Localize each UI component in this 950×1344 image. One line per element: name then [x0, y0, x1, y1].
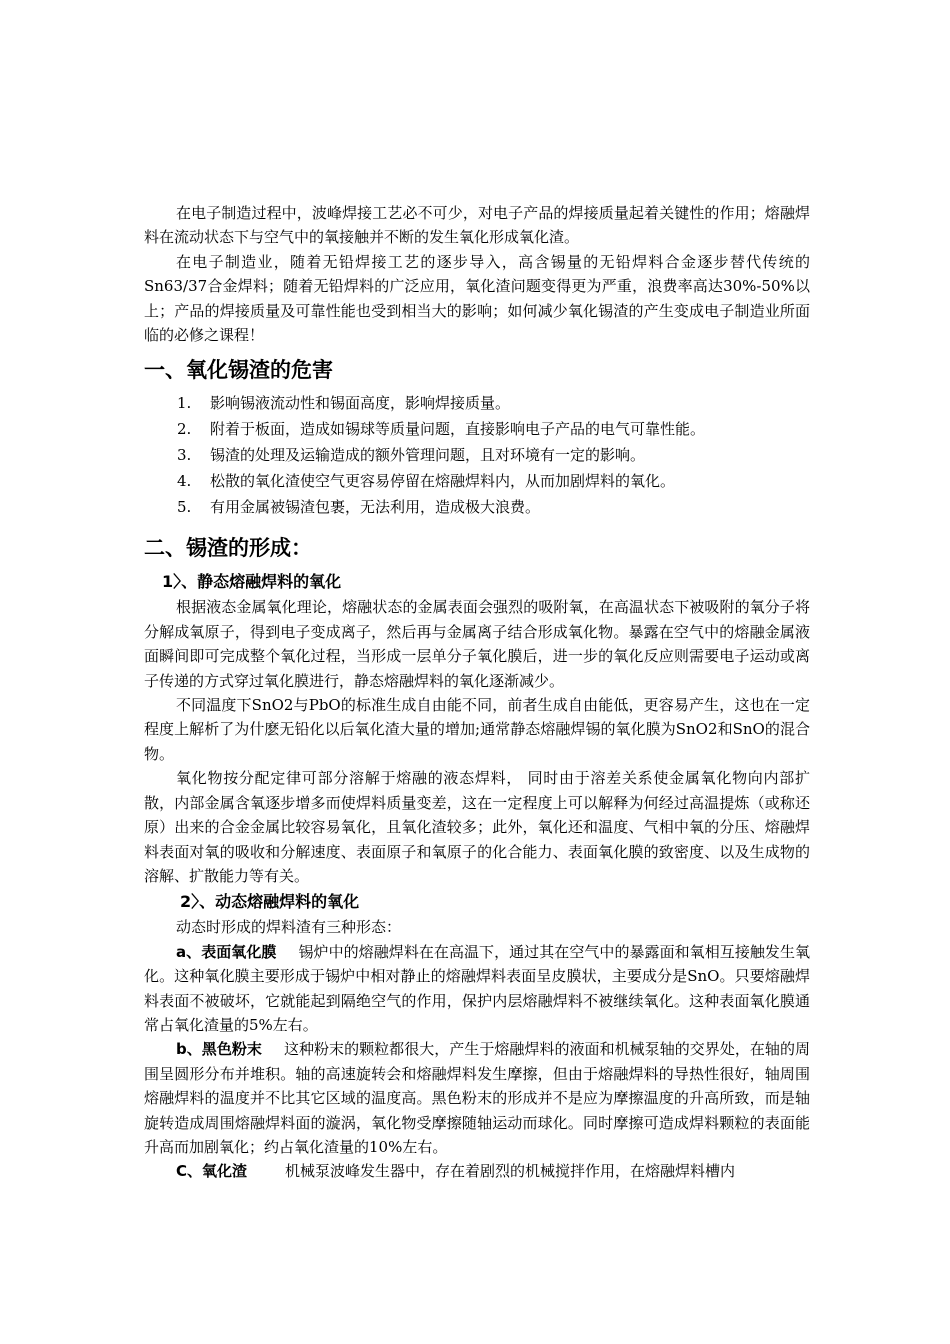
- list-item: 3. 锡渣的处理及运输造成的额外管理问题，且对环境有一定的影响。: [177, 446, 646, 465]
- hazard-list: [144, 390, 810, 520]
- form-c-text: 机械泵波峰发生器中，存在着剧烈的机械搅拌作用，在熔融焊料槽内: [285, 1162, 736, 1181]
- subsection-1-heading: 1〉、静态熔融焊料的氧化: [162, 572, 342, 592]
- form-c-paragraph: [144, 1159, 810, 1183]
- static-oxidation-paragraph-2: 不同温度下SnO2与PbO的标准生成自由能不同，前者生成自由能低，更容易产生，这也在一定程度上解析了为什麽无铅化以后氧化渣大量的增加;通常静态熔融焊锡的氧化膜为SnO2和SnO的混合物。: [144, 696, 810, 763]
- subsection-2-heading: 2〉、动态熔融焊料的氧化: [180, 892, 360, 912]
- static-oxidation-paragraph-3: 氧化物按分配定律可部分溶解于熔融的液态焊料， 同时由于溶差关系使金属氧化物向内部扩散，内部金属含氧逐步增多而使焊料质量变差，这在一定程度上可以解释为何经过高温提炼（或称还原）出来的合金金属比较容易氧化，且氧化渣较多；此外，氧化还和温度、气相中氧的分压、熔融焊料表面对氧的吸收和分解速度、表面原子和氧原子的化合能力、表面氧化膜的致密度、以及生成物的溶解、扩散能力等有关。: [144, 769, 810, 885]
- form-b-paragraph: [144, 1037, 810, 1159]
- list-item: 4. 松散的氧化渣使空气更容易停留在熔融焊料内，从而加剧焊料的氧化。: [177, 472, 676, 491]
- dynamic-oxidation-lead: 动态时形成的焊料渣有三种形态：: [176, 918, 402, 937]
- list-item: 5. 有用金属被锡渣包裹，无法利用，造成极大浪费。: [177, 498, 541, 517]
- form-c-term: C、氧化渣: [176, 1162, 248, 1181]
- form-a-paragraph: [144, 940, 810, 1038]
- list-item: 1. 影响锡液流动性和锡面高度，影响焊接质量。: [177, 394, 511, 413]
- list-item: 2. 附着于板面，造成如锡球等质量问题，直接影响电子产品的电气可靠性能。: [177, 420, 706, 439]
- section-2-heading: 二、锡渣的形成：: [144, 536, 312, 561]
- form-b-text: 这种粉末的颗粒都很大，产生于熔融焊料的液面和机械泵轴的交界处，在轴的周围呈圆形分布并堆积。轴的高速旋转会和熔融焊料发生摩擦，但由于熔融焊料的导热性很好，轴周围熔融焊料的温度并不比其它区域的温度高。黑色粉末的形成并不是应为摩擦温度的升高所致，而是轴旋转造成周围熔融焊料面的漩涡，氧化物受摩擦随轴运动而球化。同时摩擦可造成焊料颗粒的表面能升高而加剧氧化；约占氧化渣量的10%左右。: [144, 1040, 810, 1156]
- intro-paragraph-2: 在电子制造业，随着无铅焊接工艺的逐步导入，高含锡量的无铅焊料合金逐步替代传统的Sn63/37合金焊料；随着无铅焊料的广泛应用，氧化渣问题变得更为严重，浪费率高达30%-50%以上；产品的焊接质量及可靠性能也受到相当大的影响；如何减少氧化锡渣的产生变成电子制造业所面临的必修之课程！: [144, 252, 810, 345]
- document-body: [144, 201, 810, 1184]
- intro-paragraph-1: 在电子制造过程中，波峰焊接工艺必不可少，对电子产品的焊接质量起着关键性的作用；熔融焊料在流动状态下与空气中的氧接触并不断的发生氧化形成氧化渣。: [144, 204, 810, 247]
- form-b-term: b、黑色粉末: [176, 1040, 262, 1059]
- static-oxidation-paragraph-1: 根据液态金属氧化理论，熔融状态的金属表面会强烈的吸附氧，在高温状态下被吸附的氧分子将分解成氧原子，得到电子变成离子，然后再与金属离子结合形成氧化物。暴露在空气中的熔融金属液面瞬间即可完成整个氧化过程，当形成一层单分子氧化膜后，进一步的氧化反应则需要电子运动或离子传递的方式穿过氧化膜进行，静态熔融焊料的氧化逐渐减少。: [144, 598, 810, 690]
- form-a-text: 锡炉中的熔融焊料在在高温下，通过其在空气中的暴露面和氧相互接触发生氧化。这种氧化膜主要形成于锡炉中相对静止的熔融焊料表面呈皮膜状，主要成分是SnO。只要熔融焊料表面不被破坏，它就能起到隔绝空气的作用，保护内层熔融焊料不被继续氧化。这种表面氧化膜通常占氧化渣量的5%左右。: [144, 942, 810, 1034]
- section-1-heading: 一、氧化锡渣的危害: [144, 358, 333, 383]
- form-a-term: a、表面氧化膜: [176, 942, 277, 961]
